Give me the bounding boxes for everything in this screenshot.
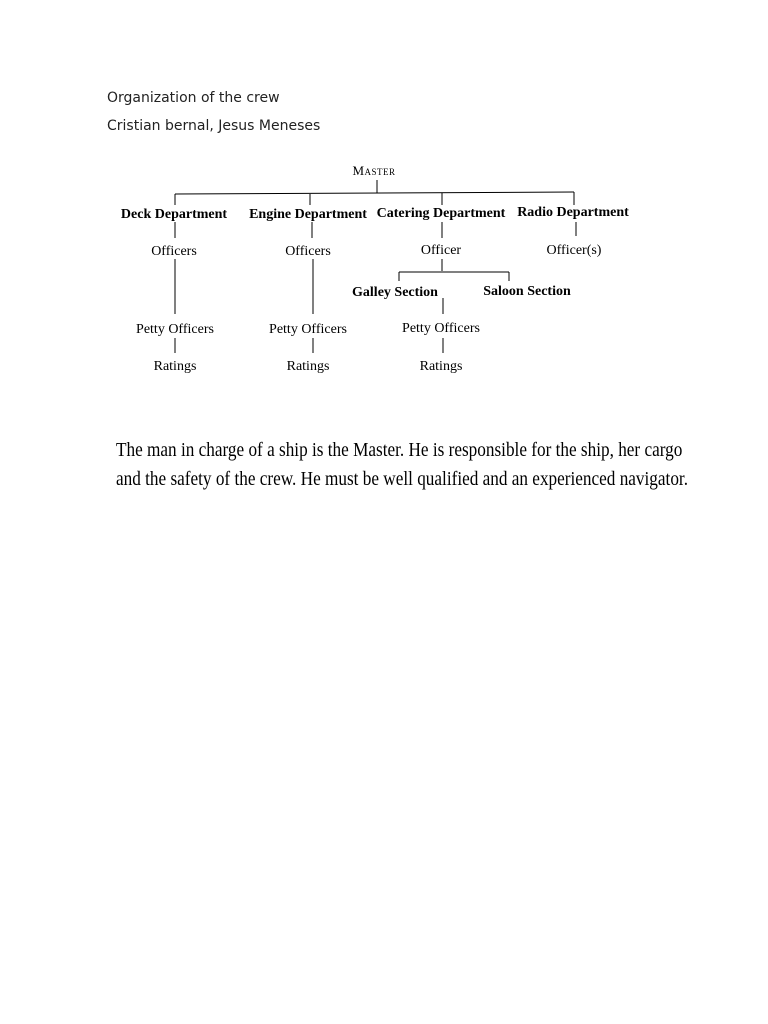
- org-chart-connectors: [175, 180, 576, 353]
- node-deck-department: Deck Department: [120, 207, 228, 222]
- node-saloon-section: Saloon Section: [483, 284, 571, 299]
- document-title: Organization of the crew: [107, 90, 280, 106]
- org-chart: [0, 0, 768, 420]
- node-engine-officers: Officers: [285, 244, 331, 259]
- node-engine-department: Engine Department: [249, 207, 367, 222]
- master-description-paragraph: [116, 436, 688, 494]
- node-deck-petty-officers: Petty Officers: [136, 322, 214, 337]
- node-catering-officer: Officer: [420, 243, 462, 258]
- node-galley-section: Galley Section: [352, 285, 438, 300]
- node-engine-ratings: Ratings: [286, 359, 330, 374]
- node-catering-department: Catering Department: [376, 206, 506, 221]
- paragraph-line-1: The man in charge of a ship is the Master. He is responsible for the ship, her cargo: [116, 439, 683, 461]
- node-radio-department: Radio Department: [517, 205, 629, 220]
- node-radio-officers: Officer(s): [546, 243, 602, 258]
- node-master: Master: [352, 163, 396, 178]
- node-catering-ratings: Ratings: [419, 359, 463, 374]
- connector-top-bar: [175, 192, 574, 194]
- node-engine-petty-officers: Petty Officers: [269, 322, 347, 337]
- node-catering-petty-officers: Petty Officers: [402, 321, 480, 336]
- paragraph-line-2: and the safety of the crew. He must be well qualified and an experienced navigator.: [116, 468, 688, 490]
- node-deck-ratings: Ratings: [153, 359, 197, 374]
- document-authors: Cristian bernal, Jesus Meneses: [107, 118, 321, 134]
- node-deck-officers: Officers: [151, 244, 197, 259]
